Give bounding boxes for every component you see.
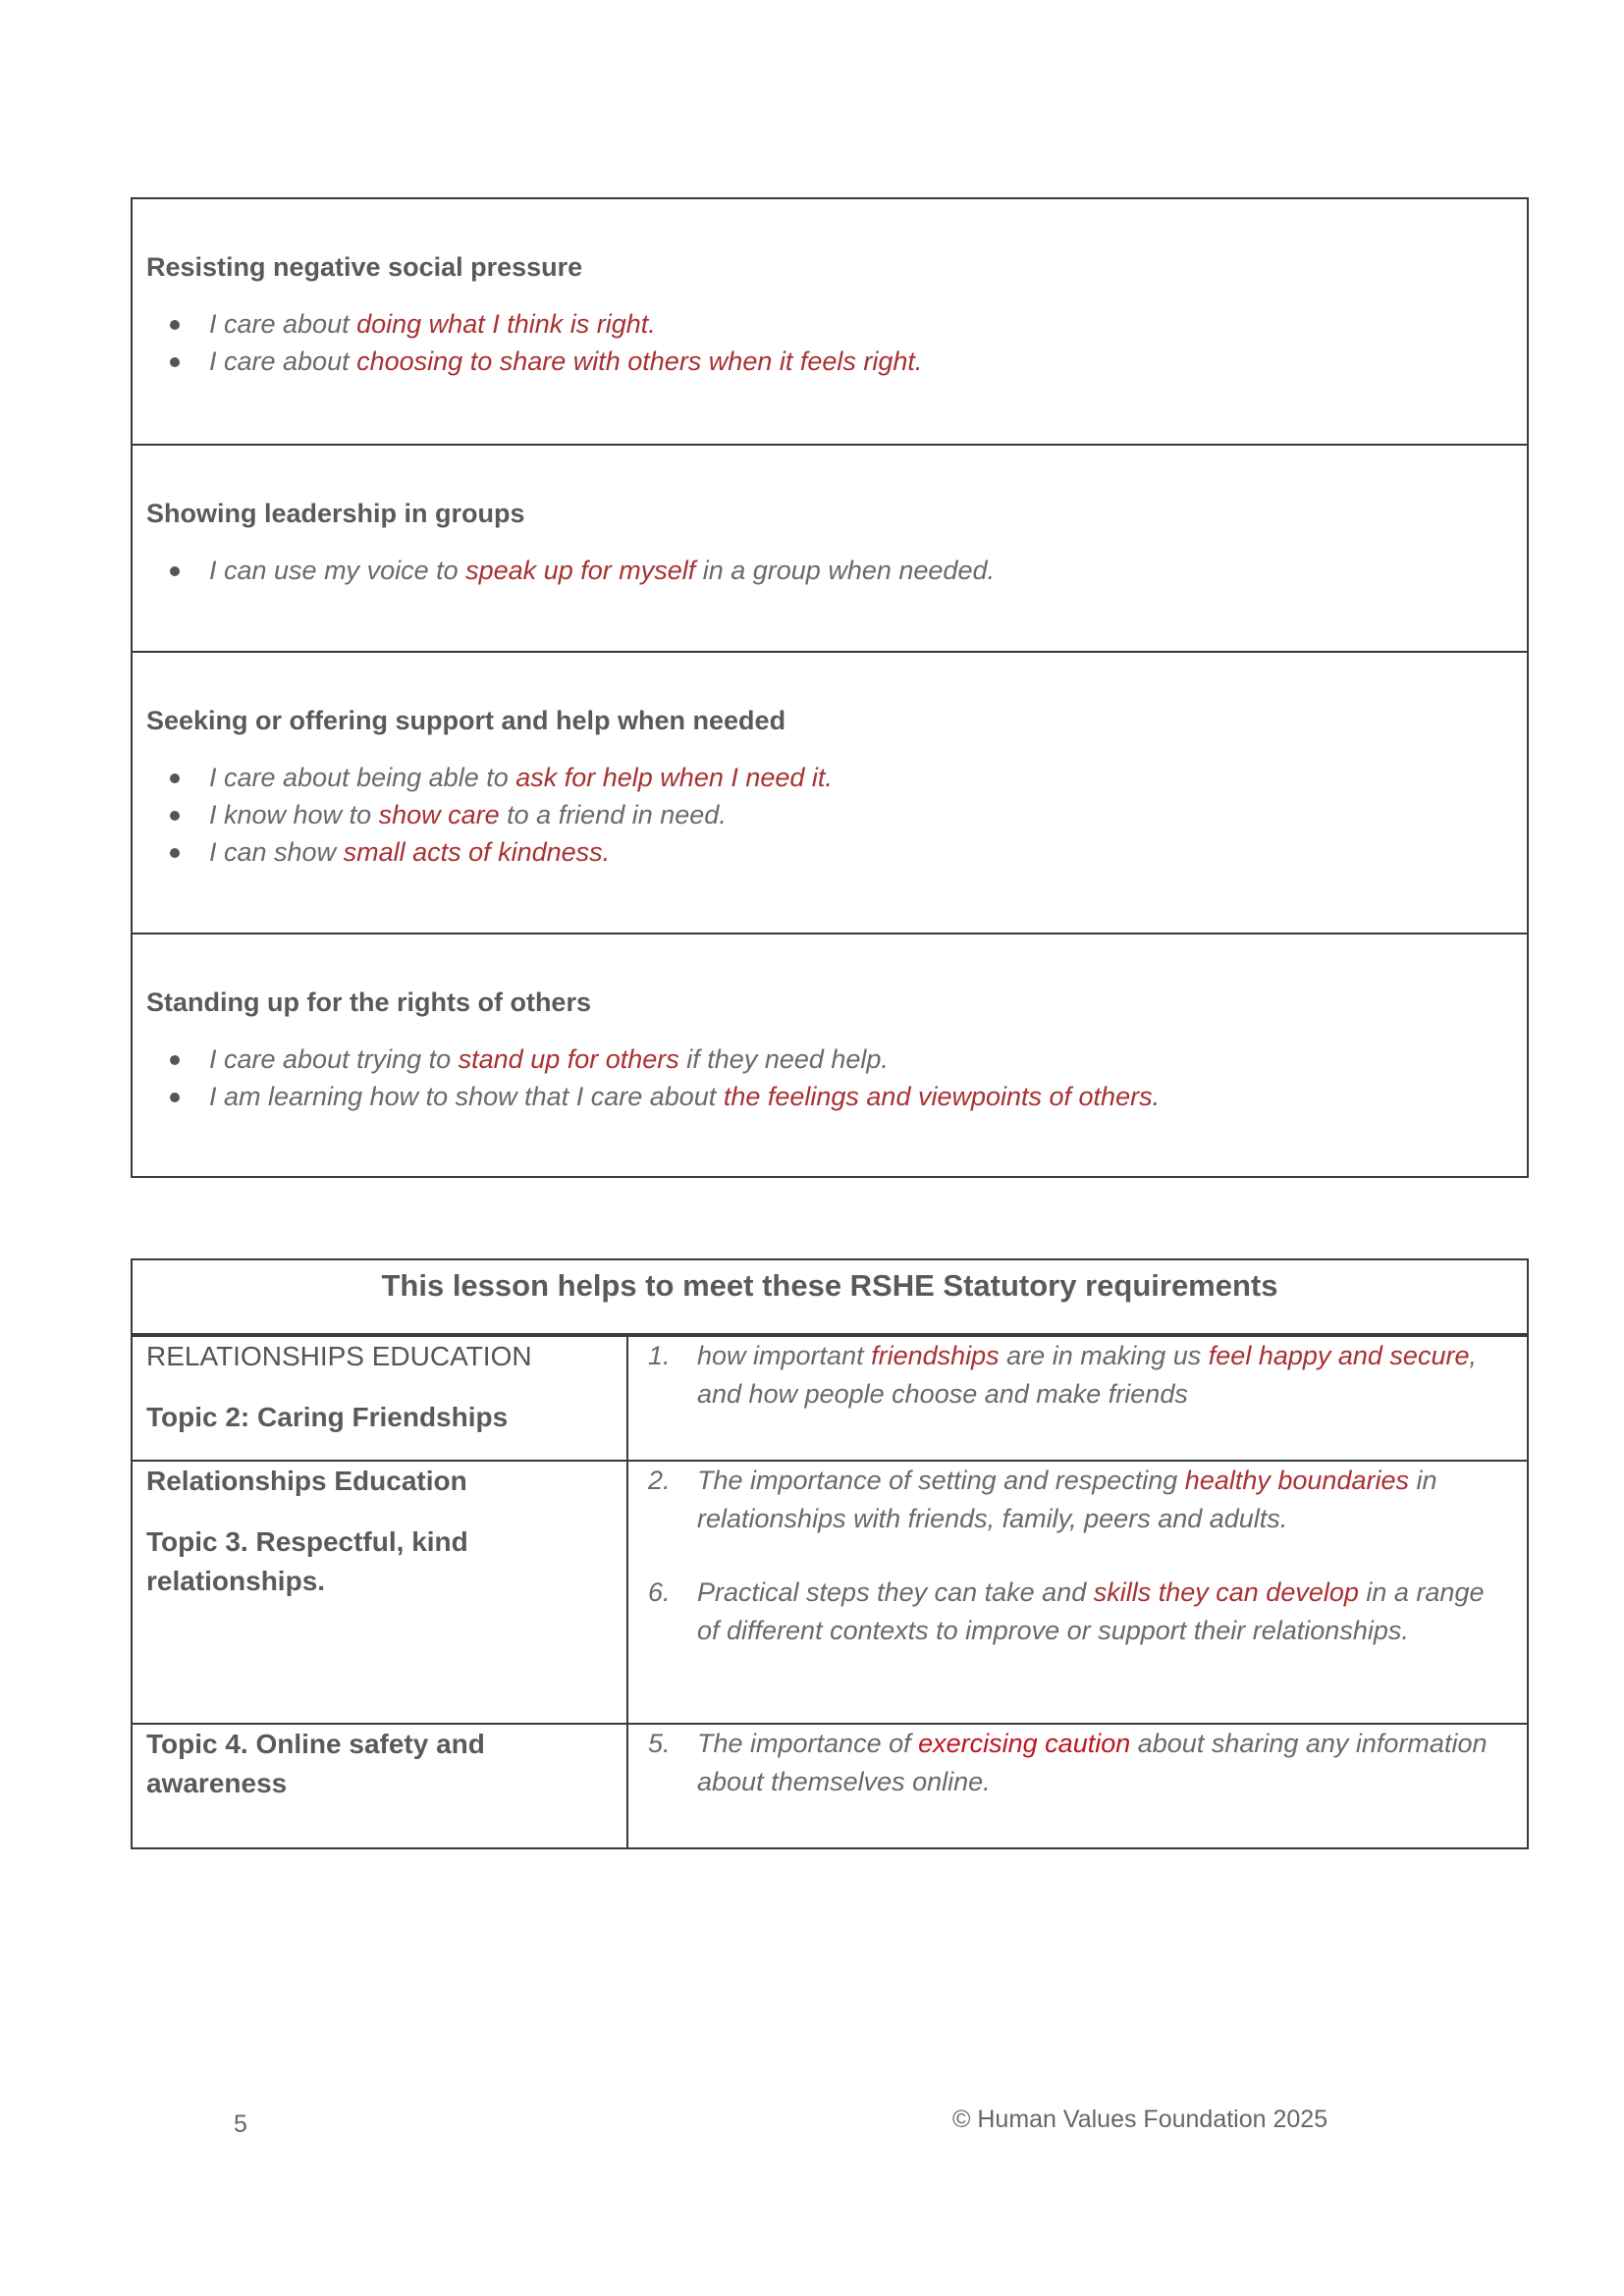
rshe-topic: Topic 2: Caring Friendships [146,1402,509,1432]
skill-section [133,933,1527,1176]
skill-item: I know how to show care to a friend in need. [170,796,1513,833]
rshe-requirement: 2. The importance of setting and respecting healthy boundaries in relationships with friends, family, peers and adults. [648,1462,1507,1538]
skill-section [133,199,1527,444]
skill-item: I care about doing what I think is right. [170,305,1513,343]
rshe-topic-cell [133,1337,628,1460]
skill-list [146,552,1513,589]
requirement-number: 6. [648,1577,671,1607]
skill-item: I care about choosing to share with others when it feels right. [170,343,1513,380]
rshe-subject: RELATIONSHIPS EDUCATION [146,1341,532,1371]
rshe-requirements-cell [628,1337,1527,1460]
rshe-topic: Topic 4. Online safety and awareness [146,1729,485,1798]
requirement-number: 2. [648,1466,671,1495]
rshe-requirements-table [131,1258,1529,1849]
skills-table [131,197,1529,1178]
skill-item: I care about being able to ask for help when I need it. [170,759,1513,796]
skill-item: I am learning how to show that I care about the feelings and viewpoints of others. [170,1078,1513,1115]
rshe-row [133,1335,1527,1460]
rshe-row [133,1460,1527,1723]
skill-list [146,305,1513,380]
skill-list [146,759,1513,871]
page-number: 5 [234,2110,247,2138]
requirement-number: 5. [648,1729,671,1758]
skill-list [146,1041,1513,1115]
rshe-requirements-cell [628,1725,1527,1847]
skill-heading: Showing leadership in groups [146,499,525,528]
skill-item: I care about trying to stand up for others if they need help. [170,1041,1513,1078]
rshe-requirement: 1. how important friendships are in making us feel happy and secure, and how people choose and make friends [648,1337,1507,1414]
rshe-requirement: 6. Practical steps they can take and skills they can develop in a range of different contexts to improve or support their relationships. [648,1574,1507,1650]
rshe-requirement: 5. The importance of exercising caution about sharing any information about themselves online. [648,1725,1507,1801]
rshe-topic-cell [133,1725,628,1847]
skill-heading: Seeking or offering support and help when needed [146,706,786,735]
skill-heading: Standing up for the rights of others [146,988,591,1017]
skill-heading: Resisting negative social pressure [146,252,583,282]
skill-section [133,444,1527,651]
skill-item: I can use my voice to speak up for myself in a group when needed. [170,552,1513,589]
skill-item: I can show small acts of kindness. [170,833,1513,871]
rshe-topic-cell [133,1462,628,1723]
requirement-number: 1. [648,1341,671,1370]
rshe-subject: Relationships Education [146,1466,467,1496]
copyright-notice: © Human Values Foundation 2025 [952,2106,1328,2133]
rshe-requirements-cell [628,1462,1527,1723]
skill-section [133,651,1527,933]
rshe-topic: Topic 3. Respectful, kind relationships. [146,1526,468,1596]
rshe-table-title: This lesson helps to meet these RSHE Statutory requirements [133,1260,1527,1335]
rshe-row [133,1723,1527,1847]
